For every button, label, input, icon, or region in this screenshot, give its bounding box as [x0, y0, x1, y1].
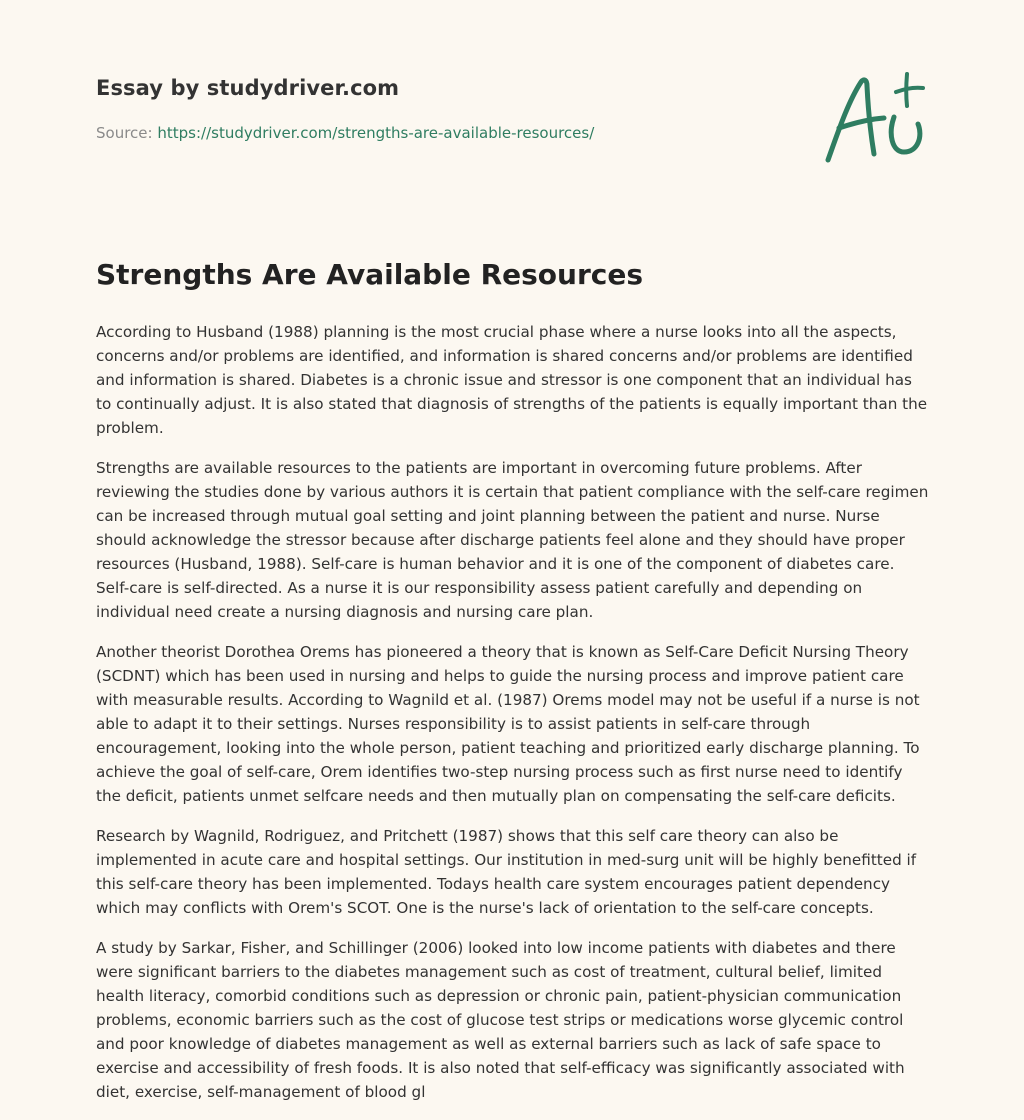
- brand-title: Essay by studydriver.com: [96, 76, 400, 100]
- source-link[interactable]: https://studydriver.com/strengths-are-available-resources/: [157, 124, 595, 142]
- page-header: [96, 72, 936, 192]
- article: [96, 255, 930, 1120]
- article-paragraph: Strengths are available resources to the patients are important in overcoming future problems. After reviewing the studies done by various authors it is certain that patient compliance with the self-care regimen can be increased through mutual goal setting and joint planning between the patient and nurse. Nurse should acknowledge the stressor because after discharge patients feel alone and they should have proper resources (Husband, 1988). Self-care is human behavior and it is one of the component of diabetes care. Self-care is self-directed. As a nurse it is our responsibility assess patient carefully and depending on individual need create a nursing diagnosis and nursing care plan.: [96, 459, 929, 621]
- article-paragraph: Another theorist Dorothea Orems has pioneered a theory that is known as Self-Care Deficit Nursing Theory (SCDNT) which has been used in nursing and helps to guide the nursing process and improve patient care with measurable results. According to Wagnild et al. (1987) Orems model may not be useful if a nurse is not able to adapt it to their settings. Nurses responsibility is to assist patients in self-care through encouragement, looking into the whole person, patient teaching and prioritized early discharge planning. To achieve the goal of self-care, Orem identifies two-step nursing process such as first nurse need to identify the deficit, patients unmet selfcare needs and then mutually plan on compensating the self-care deficits.: [96, 643, 920, 805]
- source-label: Source:: [96, 124, 153, 142]
- article-paragraph: Research by Wagnild, Rodriguez, and Pritchett (1987) shows that this self care theory can also be implemented in acute care and hospital settings. Our institution in med-surg unit will be highly benefitted if this self-care theory has been implemented. Todays health care system encourages patient dependency which may conflicts with Orem's SCOT. One is the nurse's lack of orientation to the self-care concepts.: [96, 827, 917, 917]
- source-line: [96, 124, 594, 142]
- page-title: Strengths Are Available Resources: [96, 258, 644, 291]
- article-paragraph: A study by Sarkar, Fisher, and Schillinger (2006) looked into low income patients with diabetes and there were significant barriers to the diabetes management such as cost of treatment, cultural belief, limited health literacy, comorbid conditions such as depression or chronic pain, patient-physician communication problems, economic barriers such as the cost of glucose test strips or medications worse glycemic control and poor knowledge of diabetes management as well as external barriers such as lack of safe space to exercise and accessibility of fresh foods. It is also noted that self-efficacy was significantly associated with diet, exercise, self-management of blood gl: [96, 939, 905, 1101]
- article-paragraph: According to Husband (1988) planning is the most crucial phase where a nurse looks into all the aspects, concerns and/or problems are identified, and information is shared concerns and/or problems are identified and information is shared. Diabetes is a chronic issue and stressor is one component that an individual has to continually adjust. It is also stated that diagnosis of strengths of the patients is equally important than the problem.: [96, 323, 928, 437]
- a-plus-logo-icon: [824, 72, 928, 164]
